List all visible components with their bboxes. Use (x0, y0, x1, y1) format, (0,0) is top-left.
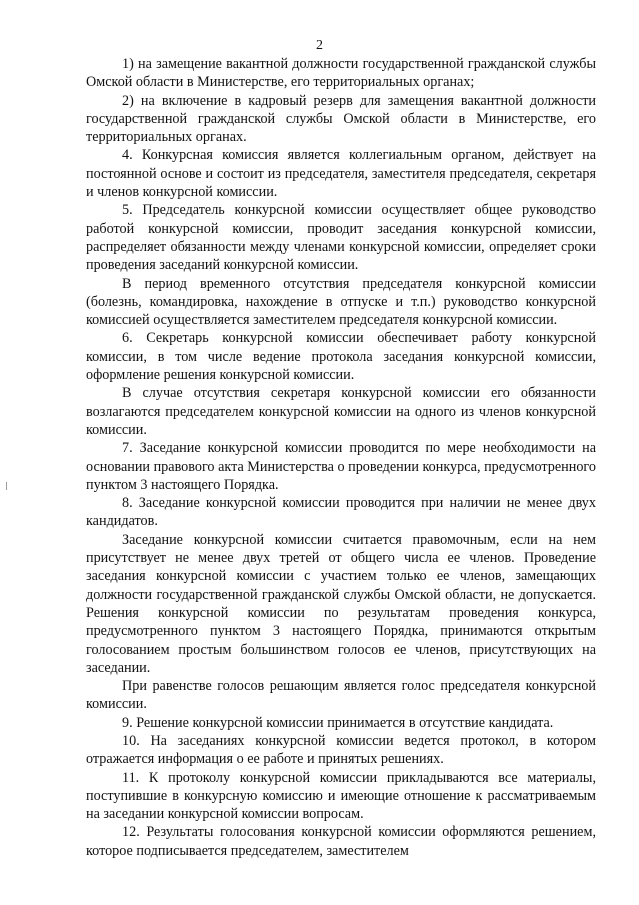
paragraph: 12. Результаты голосования конкурсной комиссии оформляются решением, которое подписывается председателем, заместителем (86, 824, 596, 859)
paragraph: 11. К протоколу конкурсной комиссии прикладываются все материалы, поступившие в конкурсную комиссию и имеющие отношение к рассматриваемым на заседании конкурсной комиссии вопросам. (86, 769, 596, 823)
document-body (86, 55, 596, 860)
paragraph: 6. Секретарь конкурсной комиссии обеспечивает работу конкурсной комиссии, в том числе ведение протокола заседания конкурсной комиссии, оформление решения конкурсной комиссии. (86, 330, 596, 384)
paragraph: При равенстве голосов решающим является голос председателя конкурсной комиссии. (86, 678, 596, 713)
paragraph: 5. Председатель конкурсной комиссии осуществляет общее руководство работой конкурсной комиссии, проводит заседания конкурсной комиссии, распределяет обязанности между членами конкурсной комиссии, определяет сроки проведения заседаний конкурсной комиссии. (86, 202, 596, 274)
paragraph: В период временного отсутствия председателя конкурсной комиссии (болезнь, командировка, нахождение в отпуске и т.п.) руководство конкурсной комиссией осуществляется заместителем председателя конкурсной комиссии. (86, 275, 596, 329)
paragraph: 9. Решение конкурсной комиссии принимается в отсутствие кандидата. (122, 714, 554, 731)
paragraph: В случае отсутствия секретаря конкурсной комиссии его обязанности возлагаются председателем конкурсной комиссии на одного из членов конкурсной комиссии. (86, 385, 596, 438)
paragraph: 8. Заседание конкурсной комиссии проводится при наличии не менее двух кандидатов. (86, 495, 596, 530)
paragraph: 1) на замещение вакантной должности государственной гражданской службы Омской области в Министерстве, его территориальных органах; (86, 56, 596, 91)
paragraph: 2) на включение в кадровый резерв для замещения вакантной должности государственной гражданской службы Омской области в Министерстве, его территориальных органах. (86, 92, 596, 146)
paragraph: Заседание конкурсной комиссии считается правомочным, если на нем присутствует не менее двух третей от общего числа ее членов. Проведение заседания конкурсной комиссии с участием только ее членов, замещающих должности государственной гражданской службы Омской области, не допускается. Решения конкурсной комиссии по результатам проведения конкурса, предусмотренного пунктом 3 настоящего Порядка, принимаются открытым голосованием простым большинством голосов ее членов, присутствующих на заседании. (86, 531, 596, 676)
margin-mark (6, 482, 7, 490)
page-number: 2 (316, 38, 323, 53)
paragraph: 10. На заседаниях конкурсной комиссии ведется протокол, в котором отражается информация о ее работе и принятых решениях. (86, 732, 596, 768)
paragraph: 7. Заседание конкурсной комиссии проводится по мере необходимости на основании правового акта Министерства о проведении конкурса, предусмотренного пунктом 3 настоящего Порядка. (86, 440, 596, 493)
paragraph: 4. Конкурсная комиссия является коллегиальным органом, действует на постоянной основе и состоит из председателя, заместителя председателя, секретаря и членов конкурсной комиссии. (86, 147, 596, 201)
